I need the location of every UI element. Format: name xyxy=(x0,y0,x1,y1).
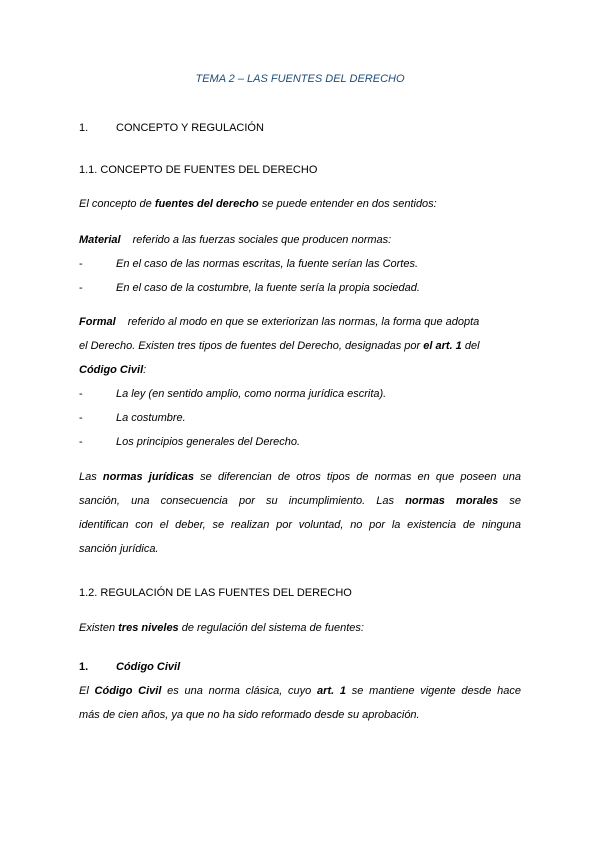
bullet-marker: - xyxy=(79,388,83,400)
material-bullet-1: En el caso de las normas escritas, la fuente serían las Cortes. xyxy=(116,258,419,270)
normas-line-3: identifican con el deber, se realizan por voluntad, no por la existencia de ninguna xyxy=(79,519,521,531)
material-bullet-2: En el caso de la costumbre, la fuente sería la propia sociedad. xyxy=(116,282,420,294)
codigo-line-1: El Código Civil es una norma clásica, cuyo art. 1 se mantiene vigente desde hace xyxy=(79,685,522,697)
normas-line-2: sanción, una consecuencia por su incumplimiento. Las normas morales se xyxy=(79,495,521,507)
material-definition: Material referido a las fuerzas sociales que producen normas: xyxy=(79,234,392,246)
bullet-marker: - xyxy=(79,258,83,270)
formal-term: Formal xyxy=(79,316,116,328)
subsection-1-2-heading: 1.2. REGULACIÓN DE LAS FUENTES DEL DERECHO xyxy=(79,587,352,599)
codigo-number: 1. xyxy=(79,661,89,673)
formal-definition-line-1: Formal referido al modo en que se exteriorizan las normas, la forma que adopta xyxy=(79,316,480,328)
bullet-marker: - xyxy=(79,282,83,294)
bullet-marker: - xyxy=(79,412,83,424)
formal-bullet-1: La ley (en sentido amplio, como norma jurídica escrita). xyxy=(116,388,387,400)
normas-line-1: Las normas jurídicas se diferencian de otros tipos de normas en que poseen una xyxy=(79,471,521,483)
formal-bullet-2: La costumbre. xyxy=(116,412,186,424)
material-term: Material xyxy=(79,234,121,246)
niveles-paragraph: Existen tres niveles de regulación del sistema de fuentes: xyxy=(79,622,364,634)
normas-line-4: sanción jurídica. xyxy=(79,543,159,555)
subsection-1-1-heading: 1.1. CONCEPTO DE FUENTES DEL DERECHO xyxy=(79,164,318,176)
intro-paragraph: El concepto de fuentes del derecho se puede entender en dos sentidos: xyxy=(79,198,437,210)
section-1-heading: CONCEPTO Y REGULACIÓN xyxy=(116,122,264,134)
formal-definition-line-2: el Derecho. Existen tres tipos de fuentes del Derecho, designadas por el art. 1 del xyxy=(79,340,480,352)
codigo-line-2: más de cien años, ya que no ha sido reformado desde su aprobación. xyxy=(79,709,420,721)
formal-bullet-3: Los principios generales del Derecho. xyxy=(116,436,301,448)
section-1-number: 1. xyxy=(79,122,89,134)
formal-definition-line-3: Código Civil: xyxy=(79,364,147,376)
document-title: TEMA 2 – LAS FUENTES DEL DERECHO xyxy=(195,73,405,85)
bullet-marker: - xyxy=(79,436,83,448)
codigo-heading: Código Civil xyxy=(116,661,181,673)
